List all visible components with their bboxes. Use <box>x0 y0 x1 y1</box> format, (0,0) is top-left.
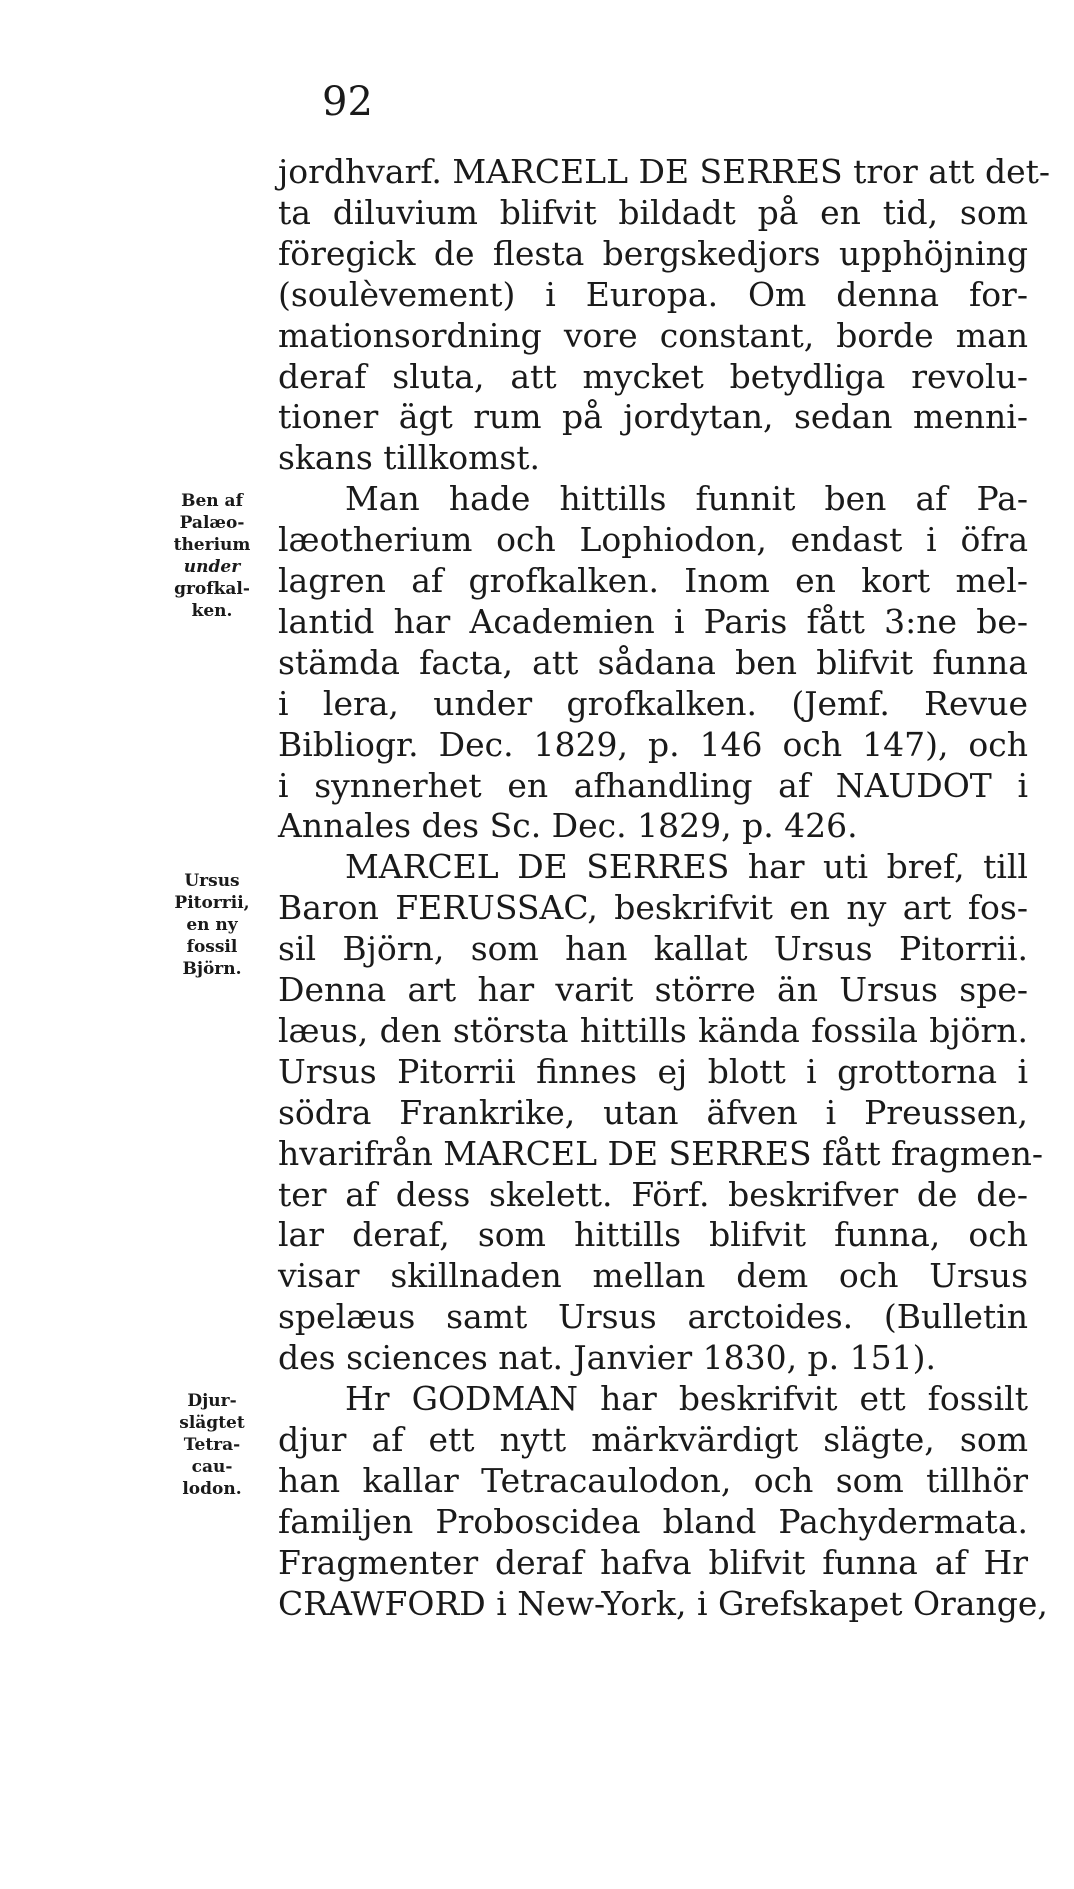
text-line: Baron FERUSSAC, beskrifvit en ny art fos- <box>278 888 1028 927</box>
margin-note-line: Pitorrii, <box>174 893 250 913</box>
text-line: tioner ägt rum på jordytan, sedan menni- <box>278 397 1028 436</box>
margin-note-line: Djur- <box>187 1391 237 1411</box>
margin-note-line: Ursus <box>184 871 240 891</box>
text-line: lagren af grofkalken. Inom en kort mel- <box>278 561 1028 600</box>
text-line: læus, den största hittills kända fossila björn. <box>278 1011 1028 1050</box>
text-line: Hr GODMAN har beskrifvit ett fossilt <box>345 1379 1028 1418</box>
margin-note-line: Ben af <box>181 491 243 511</box>
text-line: ta diluvium blifvit bildadt på en tid, som <box>278 193 1028 232</box>
text-line: lar deraf, som hittills blifvit funna, och <box>278 1215 1028 1254</box>
margin-note-line: fossil <box>186 937 238 957</box>
margin-note-ursus <box>152 870 272 980</box>
text-line: Annales des Sc. Dec. 1829, p. 426. <box>278 806 858 845</box>
page-number: 92 <box>322 79 373 125</box>
text-line: stämda facta, att sådana ben blifvit funna <box>278 643 1028 682</box>
margin-note-line: en ny <box>186 915 238 935</box>
text-line: spelæus samt Ursus arctoides. (Bulletin <box>278 1297 1028 1336</box>
text-line: södra Frankrike, utan äfven i Preussen, <box>278 1093 1028 1132</box>
text-line: djur af ett nytt märkvärdigt slägte, som <box>278 1420 1028 1459</box>
margin-note-line: under <box>183 557 241 577</box>
text-line: familjen Proboscidea bland Pachydermata. <box>278 1502 1028 1541</box>
margin-note-line: Tetra- <box>183 1435 241 1455</box>
text-line: læotherium och Lophiodon, endast i öfra <box>278 520 1028 559</box>
text-line: i synnerhet en afhandling af NAUDOT i <box>278 766 1028 805</box>
margin-note-line: ken. <box>191 601 233 621</box>
text-line: föregick de flesta bergskedjors upphöjning <box>278 234 1028 273</box>
text-line: Fragmenter deraf hafva blifvit funna af Hr <box>278 1543 1028 1582</box>
margin-note-line: cau- <box>191 1457 233 1477</box>
margin-note-line: lodon. <box>182 1479 242 1499</box>
margin-note-line: therium <box>173 535 251 555</box>
text-line: visar skillnaden mellan dem och Ursus <box>278 1256 1028 1295</box>
text-line: hvarifrån MARCEL DE SERRES fått fragmen- <box>278 1134 1044 1173</box>
text-line: MARCEL DE SERRES har uti bref, till <box>345 847 1028 886</box>
text-line: Bibliogr. Dec. 1829, p. 146 och 147), och <box>278 725 1028 764</box>
margin-note-line: grofkal- <box>174 579 250 599</box>
text-line: jordhvarf. MARCELL DE SERRES tror att det- <box>278 152 1051 191</box>
text-line: mationsordning vore constant, borde man <box>278 316 1028 355</box>
margin-note-line: slägtet <box>179 1413 245 1433</box>
text-line: deraf sluta, att mycket betydliga revolu- <box>278 357 1028 396</box>
text-line: skans tillkomst. <box>278 438 541 477</box>
margin-note-line: Björn. <box>182 959 242 979</box>
text-line: lantid har Academien i Paris fått 3:ne be- <box>278 602 1028 641</box>
text-line: han kallar Tetracaulodon, och som tillhör <box>278 1461 1028 1500</box>
text-line: ter af dess skelett. Förf. beskrifver de de- <box>278 1175 1028 1214</box>
text-line: Ursus Pitorrii finnes ej blott i grottorna i <box>278 1052 1028 1091</box>
text-line: sil Björn, som han kallat Ursus Pitorrii. <box>278 929 1028 968</box>
margin-note-tetracaulodon <box>152 1390 272 1500</box>
margin-note-palaeotherium <box>152 490 272 622</box>
text-line: Denna art har varit större än Ursus spe- <box>278 970 1028 1009</box>
text-line: des sciences nat. Janvier 1830, p. 151). <box>278 1338 937 1377</box>
text-line: Man hade hittills funnit ben af Pa- <box>345 479 1028 518</box>
text-line: CRAWFORD i New-York, i Grefskapet Orange, <box>278 1584 1048 1623</box>
margin-note-line: Palæo- <box>179 513 245 533</box>
text-line: (soulèvement) i Europa. Om denna for- <box>278 275 1028 314</box>
text-line: i lera, under grofkalken. (Jemf. Revue <box>278 684 1028 723</box>
